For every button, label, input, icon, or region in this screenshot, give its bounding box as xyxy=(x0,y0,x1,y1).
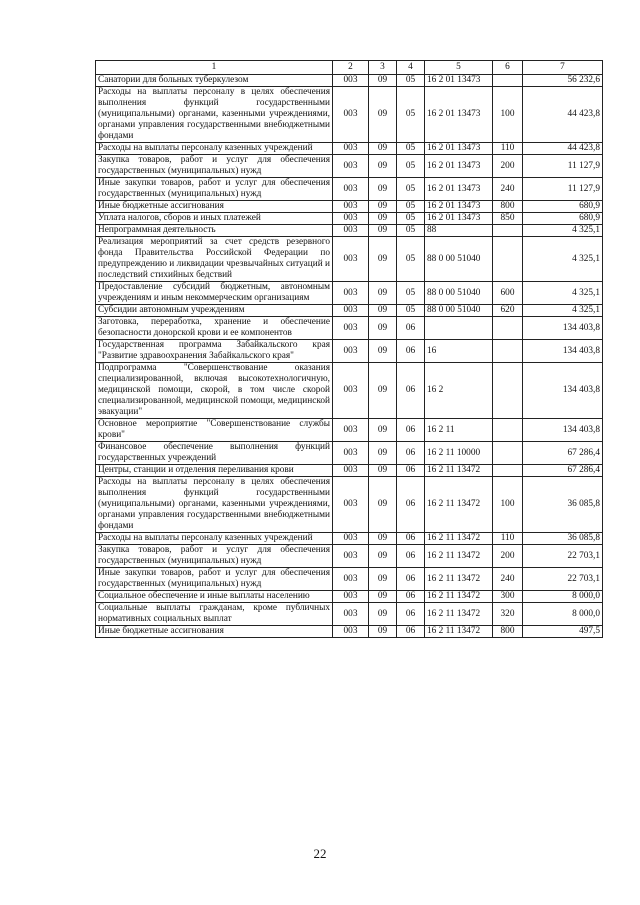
cell-pr: 06 xyxy=(397,363,425,419)
cell-pr: 05 xyxy=(397,143,425,155)
cell-pr: 06 xyxy=(397,317,425,340)
cell-rz: 09 xyxy=(369,603,397,626)
cell-csr: 88 xyxy=(425,225,493,237)
cell-csr: 16 2 01 13473 xyxy=(425,213,493,225)
cell-name: Закупка товаров, работ и услуг для обеспечения государственных (муниципальных) нужд xyxy=(96,155,333,178)
cell-pr: 05 xyxy=(397,201,425,213)
table-row xyxy=(96,317,603,340)
cell-csr: 16 2 xyxy=(425,363,493,419)
cell-sum: 680,9 xyxy=(523,201,603,213)
cell-name: Субсидии автономным учреждениям xyxy=(96,305,333,317)
table-row xyxy=(96,603,603,626)
table-row xyxy=(96,155,603,178)
cell-sum: 11 127,9 xyxy=(523,178,603,201)
cell-csr: 16 2 11 13472 xyxy=(425,477,493,533)
cell-name: Санатории для больных туберкулезом xyxy=(96,75,333,87)
table-row xyxy=(96,143,603,155)
cell-rz: 09 xyxy=(369,305,397,317)
cell-rz: 09 xyxy=(369,225,397,237)
cell-grbs: 003 xyxy=(333,545,369,568)
cell-name: Иные бюджетные ассигнования xyxy=(96,626,333,638)
cell-rz: 09 xyxy=(369,87,397,143)
cell-pr: 05 xyxy=(397,178,425,201)
cell-sum: 134 403,8 xyxy=(523,419,603,442)
table-row xyxy=(96,213,603,225)
cell-pr: 05 xyxy=(397,213,425,225)
cell-sum: 44 423,8 xyxy=(523,87,603,143)
cell-rz: 09 xyxy=(369,465,397,477)
cell-grbs: 003 xyxy=(333,317,369,340)
cell-grbs: 003 xyxy=(333,363,369,419)
page-number: 22 xyxy=(313,846,327,861)
cell-sum: 67 286,4 xyxy=(523,465,603,477)
cell-csr: 16 2 01 13473 xyxy=(425,178,493,201)
cell-vr: 320 xyxy=(493,603,523,626)
cell-name: Закупка товаров, работ и услуг для обеспечения государственных (муниципальных) нужд xyxy=(96,545,333,568)
cell-csr: 16 2 11 xyxy=(425,419,493,442)
table-row xyxy=(96,225,603,237)
cell-grbs: 003 xyxy=(333,626,369,638)
cell-sum: 4 325,1 xyxy=(523,305,603,317)
cell-sum: 56 232,6 xyxy=(523,75,603,87)
table-row xyxy=(96,75,603,87)
cell-name: Заготовка, переработка, хранение и обеспечение безопасности донорской крови и ее компонентов xyxy=(96,317,333,340)
cell-csr: 16 2 11 13472 xyxy=(425,626,493,638)
table-row xyxy=(96,442,603,465)
cell-grbs: 003 xyxy=(333,568,369,591)
table-body xyxy=(96,75,603,638)
cell-vr xyxy=(493,225,523,237)
cell-pr: 06 xyxy=(397,477,425,533)
cell-vr: 600 xyxy=(493,282,523,305)
cell-sum: 680,9 xyxy=(523,213,603,225)
cell-rz: 09 xyxy=(369,419,397,442)
cell-pr: 05 xyxy=(397,282,425,305)
table-row xyxy=(96,568,603,591)
cell-vr: 110 xyxy=(493,533,523,545)
cell-pr: 05 xyxy=(397,225,425,237)
header-col-2: 2 xyxy=(333,61,369,75)
cell-sum: 11 127,9 xyxy=(523,155,603,178)
table-row xyxy=(96,178,603,201)
cell-vr: 240 xyxy=(493,568,523,591)
cell-rz: 09 xyxy=(369,545,397,568)
cell-grbs: 003 xyxy=(333,225,369,237)
cell-csr: 16 xyxy=(425,340,493,363)
cell-csr: 16 2 11 13472 xyxy=(425,533,493,545)
cell-name: Социальное обеспечение и иные выплаты населению xyxy=(96,591,333,603)
cell-name: Непрограммная деятельность xyxy=(96,225,333,237)
cell-vr xyxy=(493,363,523,419)
cell-pr: 05 xyxy=(397,87,425,143)
cell-rz: 09 xyxy=(369,568,397,591)
cell-vr: 200 xyxy=(493,545,523,568)
cell-grbs: 003 xyxy=(333,340,369,363)
cell-rz: 09 xyxy=(369,626,397,638)
table-row xyxy=(96,419,603,442)
table-row xyxy=(96,305,603,317)
table-row xyxy=(96,477,603,533)
table-row xyxy=(96,282,603,305)
header-col-3: 3 xyxy=(369,61,397,75)
cell-sum: 36 085,8 xyxy=(523,477,603,533)
cell-sum: 22 703,1 xyxy=(523,568,603,591)
cell-pr: 05 xyxy=(397,305,425,317)
cell-vr xyxy=(493,317,523,340)
cell-grbs: 003 xyxy=(333,477,369,533)
cell-name: Уплата налогов, сборов и иных платежей xyxy=(96,213,333,225)
cell-csr: 16 2 11 13472 xyxy=(425,603,493,626)
cell-rz: 09 xyxy=(369,340,397,363)
table-header-row xyxy=(96,61,603,75)
cell-name: Центры, станции и отделения переливания крови xyxy=(96,465,333,477)
cell-name: Расходы на выплаты персоналу в целях обеспечения выполнения функций государственными (муниципальными) органами, казенными учреждениями, органами управления государственными внебюджетными фондами xyxy=(96,477,333,533)
cell-rz: 09 xyxy=(369,178,397,201)
table-row xyxy=(96,591,603,603)
cell-pr: 06 xyxy=(397,419,425,442)
cell-name: Предоставление субсидий бюджетным, автономным учреждениям и иным некоммерческим организациям xyxy=(96,282,333,305)
cell-rz: 09 xyxy=(369,442,397,465)
cell-rz: 09 xyxy=(369,477,397,533)
header-col-5: 5 xyxy=(425,61,493,75)
cell-pr: 06 xyxy=(397,603,425,626)
cell-pr: 05 xyxy=(397,155,425,178)
cell-pr: 06 xyxy=(397,340,425,363)
cell-sum: 4 325,1 xyxy=(523,282,603,305)
cell-vr xyxy=(493,465,523,477)
cell-grbs: 003 xyxy=(333,237,369,282)
cell-vr: 800 xyxy=(493,626,523,638)
cell-rz: 09 xyxy=(369,591,397,603)
cell-sum: 22 703,1 xyxy=(523,545,603,568)
cell-name: Расходы на выплаты персоналу казенных учреждений xyxy=(96,143,333,155)
cell-name: Иные закупки товаров, работ и услуг для обеспечения государственных (муниципальных) нужд xyxy=(96,178,333,201)
cell-csr: 16 2 01 13473 xyxy=(425,87,493,143)
cell-pr: 05 xyxy=(397,237,425,282)
cell-grbs: 003 xyxy=(333,305,369,317)
cell-vr: 100 xyxy=(493,87,523,143)
cell-vr xyxy=(493,340,523,363)
cell-rz: 09 xyxy=(369,237,397,282)
cell-csr: 16 2 11 13472 xyxy=(425,568,493,591)
cell-rz: 09 xyxy=(369,213,397,225)
cell-name: Основное мероприятие "Совершенствование службы крови" xyxy=(96,419,333,442)
cell-pr: 06 xyxy=(397,591,425,603)
cell-rz: 09 xyxy=(369,143,397,155)
header-col-6: 6 xyxy=(493,61,523,75)
cell-sum: 4 325,1 xyxy=(523,237,603,282)
cell-rz: 09 xyxy=(369,155,397,178)
cell-vr: 100 xyxy=(493,477,523,533)
cell-sum: 44 423,8 xyxy=(523,143,603,155)
cell-vr: 300 xyxy=(493,591,523,603)
cell-rz: 09 xyxy=(369,282,397,305)
cell-grbs: 003 xyxy=(333,603,369,626)
cell-csr xyxy=(425,317,493,340)
cell-vr: 850 xyxy=(493,213,523,225)
cell-grbs: 003 xyxy=(333,155,369,178)
cell-grbs: 003 xyxy=(333,465,369,477)
cell-rz: 09 xyxy=(369,75,397,87)
cell-grbs: 003 xyxy=(333,591,369,603)
cell-grbs: 003 xyxy=(333,87,369,143)
cell-sum: 134 403,8 xyxy=(523,340,603,363)
cell-csr: 16 2 11 13472 xyxy=(425,545,493,568)
cell-csr: 16 2 11 10000 xyxy=(425,442,493,465)
cell-pr: 06 xyxy=(397,626,425,638)
cell-csr: 88 0 00 51040 xyxy=(425,305,493,317)
cell-name: Иные бюджетные ассигнования xyxy=(96,201,333,213)
cell-csr: 88 0 00 51040 xyxy=(425,282,493,305)
header-col-4: 4 xyxy=(397,61,425,75)
cell-vr xyxy=(493,442,523,465)
cell-grbs: 003 xyxy=(333,442,369,465)
cell-name: Расходы на выплаты персоналу казенных учреждений xyxy=(96,533,333,545)
cell-grbs: 003 xyxy=(333,143,369,155)
cell-vr: 240 xyxy=(493,178,523,201)
table-row xyxy=(96,533,603,545)
table-row xyxy=(96,87,603,143)
table-row xyxy=(96,201,603,213)
cell-pr: 06 xyxy=(397,568,425,591)
table-row xyxy=(96,626,603,638)
cell-csr: 16 2 01 13473 xyxy=(425,155,493,178)
cell-vr: 620 xyxy=(493,305,523,317)
cell-sum: 8 000,0 xyxy=(523,591,603,603)
table-row xyxy=(96,340,603,363)
cell-vr: 800 xyxy=(493,201,523,213)
cell-name: Государственная программа Забайкальского края "Развитие здравоохранения Забайкальского края" xyxy=(96,340,333,363)
table-row xyxy=(96,545,603,568)
cell-sum: 134 403,8 xyxy=(523,363,603,419)
cell-name: Финансовое обеспечение выполнения функций государственных учреждений xyxy=(96,442,333,465)
cell-csr: 16 2 01 13473 xyxy=(425,143,493,155)
table-row xyxy=(96,237,603,282)
cell-name: Реализация мероприятий за счет средств резервного фонда Правительства Российской Федерации по предупреждению и ликвидации чрезвычайных ситуаций и последствий стихийных бедствий xyxy=(96,237,333,282)
cell-rz: 09 xyxy=(369,201,397,213)
header-col-1: 1 xyxy=(96,61,333,75)
cell-vr: 110 xyxy=(493,143,523,155)
cell-name: Социальные выплаты гражданам, кроме публичных нормативных социальных выплат xyxy=(96,603,333,626)
cell-name: Расходы на выплаты персоналу в целях обеспечения выполнения функций государственными (муниципальными) органами, казенными учреждениями, органами управления государственными внебюджетными фондами xyxy=(96,87,333,143)
cell-csr: 88 0 00 51040 xyxy=(425,237,493,282)
cell-grbs: 003 xyxy=(333,419,369,442)
cell-sum: 67 286,4 xyxy=(523,442,603,465)
cell-sum: 36 085,8 xyxy=(523,533,603,545)
cell-pr: 06 xyxy=(397,442,425,465)
cell-vr xyxy=(493,75,523,87)
cell-pr: 06 xyxy=(397,533,425,545)
cell-sum: 134 403,8 xyxy=(523,317,603,340)
cell-pr: 06 xyxy=(397,545,425,568)
cell-sum: 497,5 xyxy=(523,626,603,638)
cell-rz: 09 xyxy=(369,317,397,340)
cell-pr: 06 xyxy=(397,465,425,477)
cell-vr xyxy=(493,237,523,282)
cell-csr: 16 2 11 13472 xyxy=(425,591,493,603)
cell-vr: 200 xyxy=(493,155,523,178)
cell-name: Иные закупки товаров, работ и услуг для обеспечения государственных (муниципальных) нужд xyxy=(96,568,333,591)
cell-grbs: 003 xyxy=(333,178,369,201)
cell-sum: 8 000,0 xyxy=(523,603,603,626)
cell-grbs: 003 xyxy=(333,75,369,87)
cell-csr: 16 2 11 13472 xyxy=(425,465,493,477)
cell-grbs: 003 xyxy=(333,533,369,545)
table-row xyxy=(96,465,603,477)
header-col-7: 7 xyxy=(523,61,603,75)
cell-sum: 4 325,1 xyxy=(523,225,603,237)
cell-grbs: 003 xyxy=(333,282,369,305)
cell-rz: 09 xyxy=(369,363,397,419)
cell-grbs: 003 xyxy=(333,213,369,225)
cell-csr: 16 2 01 13473 xyxy=(425,201,493,213)
budget-table xyxy=(95,60,603,638)
cell-csr: 16 2 01 13473 xyxy=(425,75,493,87)
cell-grbs: 003 xyxy=(333,201,369,213)
cell-rz: 09 xyxy=(369,533,397,545)
table-row xyxy=(96,363,603,419)
cell-name: Подпрограмма "Совершенствование оказания специализированной, включая высокотехнологичную, медицинской помощи, скорой, в том числе скорой специализированной, медицинской помощи, медицинской эвакуации" xyxy=(96,363,333,419)
cell-pr: 05 xyxy=(397,75,425,87)
cell-vr xyxy=(493,419,523,442)
